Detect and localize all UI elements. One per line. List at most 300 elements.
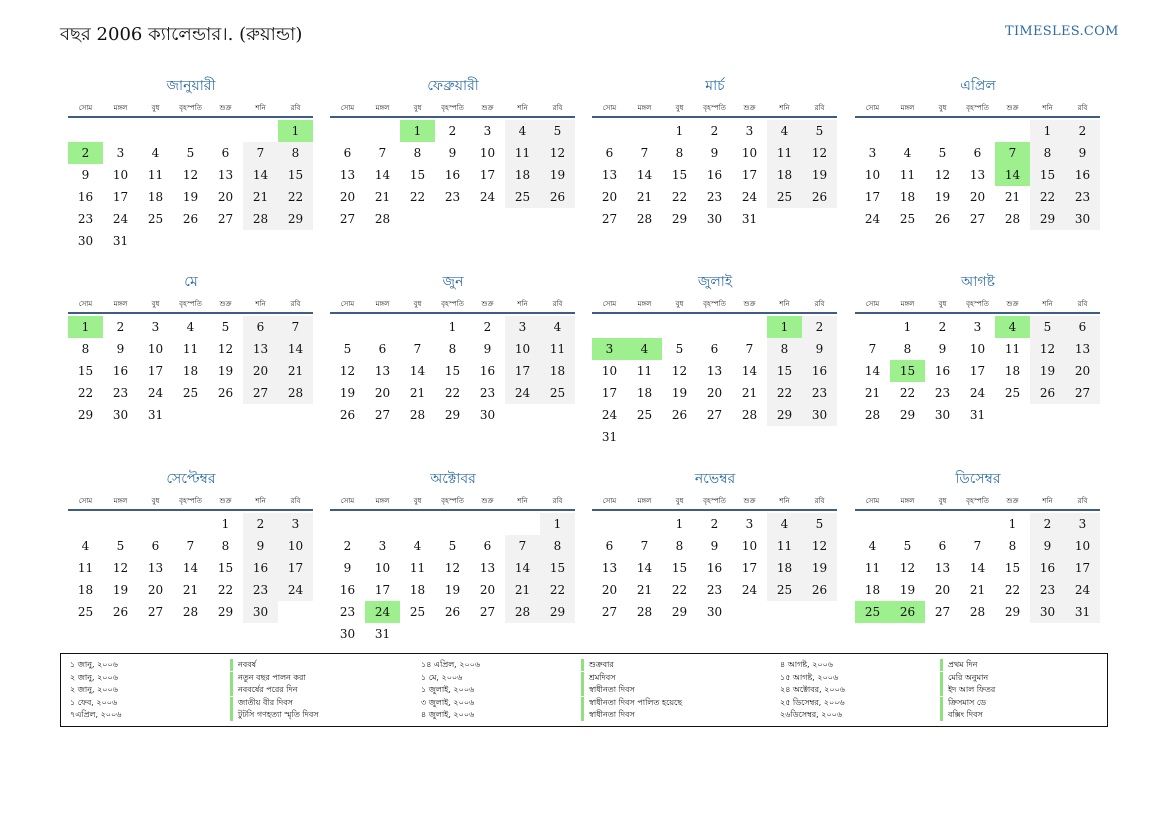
day-cell: 4 xyxy=(151,146,160,160)
weekday-label: বুধ xyxy=(413,104,422,112)
weekday-label: শনি xyxy=(779,300,790,308)
day-cell: 15 xyxy=(444,364,461,378)
day-cell: 1 xyxy=(278,120,313,142)
weekday-label: শনি xyxy=(517,497,528,505)
day-cell: 8 xyxy=(903,342,912,356)
day-cell: 1 xyxy=(675,517,684,531)
day-cell: 27 xyxy=(601,605,618,619)
day-cell: 12 xyxy=(540,142,575,164)
day-cell: 7 xyxy=(378,146,387,160)
month-divider xyxy=(855,116,1100,118)
day-cell: 5 xyxy=(116,539,125,553)
day-cell: 11 xyxy=(540,338,575,360)
day-cell: 20 xyxy=(147,583,164,597)
legend-row xyxy=(421,697,751,709)
month-divider xyxy=(592,509,837,511)
day-cell: 30 xyxy=(934,408,951,422)
day-cell: 21 xyxy=(636,583,653,597)
day-cell: 17 xyxy=(741,561,758,575)
legend-row xyxy=(421,684,751,696)
day-cell: 11 xyxy=(864,561,881,575)
day-cell: 20 xyxy=(706,386,723,400)
day-cell: 7 xyxy=(413,342,422,356)
day-cell: 12 xyxy=(899,561,916,575)
day-cell: 27 xyxy=(374,408,391,422)
month-divider xyxy=(68,116,313,118)
legend-row xyxy=(780,672,1110,684)
day-cell: 31 xyxy=(112,234,129,248)
month-divider xyxy=(855,312,1100,314)
day-cell: 24 xyxy=(278,579,313,601)
day-cell: 7 xyxy=(745,342,754,356)
day-cell: 1 xyxy=(903,320,912,334)
day-cell: 10 xyxy=(147,342,164,356)
day-cell: 25 xyxy=(1004,386,1021,400)
day-cell: 31 xyxy=(601,430,618,444)
day-cell: 14 xyxy=(636,561,653,575)
weekday-label: শনি xyxy=(517,300,528,308)
weekday-label: বৃহস্পতি xyxy=(179,300,202,308)
day-cell: 2 xyxy=(483,320,492,334)
day-cell: 20 xyxy=(243,360,278,382)
day-cell: 18 xyxy=(636,386,653,400)
day-cell: 27 xyxy=(934,605,951,619)
weekday-label: মঙ্গল xyxy=(900,300,915,308)
weekday-label: শনি xyxy=(1042,104,1053,112)
weekday-label: বৃহস্পতি xyxy=(966,300,989,308)
day-cell: 16 xyxy=(444,168,461,182)
day-cell: 21 xyxy=(1004,190,1021,204)
day-cell: 18 xyxy=(899,190,916,204)
day-cell: 20 xyxy=(217,190,234,204)
day-cell: 21 xyxy=(636,190,653,204)
weekday-label: বুধ xyxy=(413,300,422,308)
month-title: ডিসেম্বর xyxy=(955,471,1001,487)
day-cell: 4 xyxy=(413,539,422,553)
day-cell: 4 xyxy=(81,539,90,553)
day-cell: 30 xyxy=(339,627,356,641)
day-cell: 31 xyxy=(741,212,758,226)
weekday-label: বুধ xyxy=(151,497,160,505)
day-cell: 24 xyxy=(741,190,758,204)
day-cell: 12 xyxy=(217,342,234,356)
day-cell: 31 xyxy=(374,627,391,641)
day-cell: 10 xyxy=(864,168,881,182)
weekday-label: বৃহস্পতি xyxy=(703,104,726,112)
day-cell: 14 xyxy=(864,364,881,378)
day-cell: 18 xyxy=(767,557,802,579)
weekday-label: শুক্র xyxy=(219,497,232,505)
day-cell: 2 xyxy=(938,320,947,334)
day-cell: 13 xyxy=(601,561,618,575)
day-cell: 16 xyxy=(112,364,129,378)
day-cell: 24 xyxy=(741,583,758,597)
month-title: জানুয়ারী xyxy=(166,78,216,94)
day-cell: 18 xyxy=(147,190,164,204)
day-cell: 22 xyxy=(217,583,234,597)
day-cell: 24 xyxy=(112,212,129,226)
weekday-label: শুক্র xyxy=(743,300,756,308)
legend-date: ৭এপ্রিল, ২০০৬ xyxy=(70,710,122,720)
day-cell: 12 xyxy=(339,364,356,378)
day-cell: 6 xyxy=(938,539,947,553)
day-cell: 30 xyxy=(243,601,278,623)
legend-date: ১ ফেব, ২০০৬ xyxy=(70,697,118,707)
day-cell: 19 xyxy=(899,583,916,597)
day-cell: 29 xyxy=(1030,208,1065,230)
day-cell: 17 xyxy=(147,364,164,378)
day-cell: 13 xyxy=(1065,338,1100,360)
day-cell: 16 xyxy=(802,360,837,382)
day-cell: 3 xyxy=(745,124,754,138)
weekday-label: সোম xyxy=(865,300,880,308)
day-cell: 23 xyxy=(444,190,461,204)
legend-holiday-name: ইদ আল ফিতর xyxy=(940,684,995,696)
day-cell: 19 xyxy=(802,164,837,186)
day-cell: 15 xyxy=(1004,561,1021,575)
day-cell: 28 xyxy=(864,408,881,422)
day-cell: 25 xyxy=(767,579,802,601)
day-cell: 29 xyxy=(767,404,802,426)
legend-date: ১ জানু, ২০০৬ xyxy=(70,660,118,669)
weekday-label: সোম xyxy=(602,300,617,308)
day-cell: 29 xyxy=(899,408,916,422)
day-cell: 22 xyxy=(278,186,313,208)
day-cell: 28 xyxy=(182,605,199,619)
day-cell: 19 xyxy=(112,583,129,597)
day-cell: 28 xyxy=(505,601,540,623)
weekday-label: সোম xyxy=(78,497,93,505)
day-cell: 3 xyxy=(868,146,877,160)
day-cell: 17 xyxy=(864,190,881,204)
day-cell: 30 xyxy=(112,408,129,422)
day-cell: 15 xyxy=(409,168,426,182)
legend-holiday-name: মেরি অনুমান xyxy=(940,672,988,684)
day-cell: 29 xyxy=(77,408,94,422)
day-cell: 19 xyxy=(444,583,461,597)
day-cell: 5 xyxy=(186,146,195,160)
weekday-label: মঙ্গল xyxy=(900,104,915,112)
day-cell: 12 xyxy=(802,142,837,164)
weekday-label: সোম xyxy=(602,104,617,112)
weekday-label: শনি xyxy=(255,104,266,112)
weekday-label: বৃহস্পতি xyxy=(179,104,202,112)
day-cell: 28 xyxy=(278,382,313,404)
day-cell: 11 xyxy=(636,364,653,378)
day-cell: 6 xyxy=(243,316,278,338)
day-cell: 3 xyxy=(745,517,754,531)
day-cell: 24 xyxy=(969,386,986,400)
legend-row xyxy=(70,684,400,696)
day-cell: 27 xyxy=(969,212,986,226)
weekday-label: শুক্র xyxy=(481,300,494,308)
weekday-label: শনি xyxy=(1042,300,1053,308)
day-cell: 3 xyxy=(278,513,313,535)
day-cell: 23 xyxy=(802,382,837,404)
day-cell: 22 xyxy=(540,579,575,601)
day-cell: 26 xyxy=(112,605,129,619)
day-cell: 6 xyxy=(483,539,492,553)
legend-holiday-name: শুক্রবার xyxy=(581,659,614,671)
day-cell: 13 xyxy=(374,364,391,378)
day-cell: 21 xyxy=(969,583,986,597)
day-cell: 24 xyxy=(864,212,881,226)
day-cell: 5 xyxy=(1030,316,1065,338)
day-cell: 17 xyxy=(969,364,986,378)
legend-row xyxy=(70,697,400,709)
legend-holiday-name: টুটসি গণহত্যা স্মৃতি দিবস xyxy=(230,709,319,721)
weekday-label: সোম xyxy=(340,497,355,505)
day-cell: 4 xyxy=(903,146,912,160)
day-cell: 27 xyxy=(339,212,356,226)
weekday-label: রবি xyxy=(814,497,825,505)
month-title: মে xyxy=(184,274,198,290)
day-cell: 9 xyxy=(116,342,125,356)
day-cell: 23 xyxy=(934,386,951,400)
day-cell: 26 xyxy=(1030,382,1065,404)
day-cell: 29 xyxy=(1004,605,1021,619)
legend-holiday-name: স্বাধীনতা দিবস xyxy=(581,709,635,721)
day-cell: 3 xyxy=(116,146,125,160)
day-cell: 14 xyxy=(995,164,1030,186)
day-cell: 11 xyxy=(182,342,199,356)
day-cell: 24 xyxy=(147,386,164,400)
day-cell: 9 xyxy=(1065,142,1100,164)
day-cell: 10 xyxy=(741,146,758,160)
day-cell: 22 xyxy=(767,382,802,404)
day-cell: 15 xyxy=(767,360,802,382)
day-cell: 27 xyxy=(147,605,164,619)
day-cell: 27 xyxy=(706,408,723,422)
weekday-label: মঙ্গল xyxy=(637,104,652,112)
weekday-label: রবি xyxy=(552,300,563,308)
day-cell: 24 xyxy=(505,382,540,404)
day-cell: 30 xyxy=(706,212,723,226)
day-cell: 15 xyxy=(77,364,94,378)
day-cell: 14 xyxy=(969,561,986,575)
day-cell: 7 xyxy=(640,539,649,553)
month-title: নভেম্বর xyxy=(694,471,736,487)
day-cell: 19 xyxy=(217,364,234,378)
day-cell: 21 xyxy=(374,190,391,204)
day-cell: 22 xyxy=(899,386,916,400)
day-cell: 13 xyxy=(601,168,618,182)
day-cell: 8 xyxy=(413,146,422,160)
day-cell: 30 xyxy=(1030,601,1065,623)
weekday-label: শনি xyxy=(779,104,790,112)
day-cell: 4 xyxy=(767,120,802,142)
weekday-label: মঙ্গল xyxy=(900,497,915,505)
day-cell: 25 xyxy=(855,601,890,623)
day-cell: 16 xyxy=(77,190,94,204)
day-cell: 3 xyxy=(592,338,627,360)
weekday-label: শুক্র xyxy=(743,497,756,505)
day-cell: 15 xyxy=(1030,164,1065,186)
day-cell: 3 xyxy=(1065,513,1100,535)
weekday-label: শুক্র xyxy=(481,104,494,112)
day-cell: 3 xyxy=(378,539,387,553)
legend-row xyxy=(421,709,751,721)
weekday-label: রবি xyxy=(290,104,301,112)
weekday-label: রবি xyxy=(290,497,301,505)
day-cell: 27 xyxy=(601,212,618,226)
day-cell: 16 xyxy=(706,561,723,575)
day-cell: 15 xyxy=(671,168,688,182)
legend-row xyxy=(70,659,400,671)
legend-holiday-name: স্বাধীনতা দিবস পালিত হয়েছে xyxy=(581,697,682,709)
day-cell: 9 xyxy=(1030,535,1065,557)
month-divider xyxy=(330,312,575,314)
day-cell: 29 xyxy=(278,208,313,230)
day-cell: 20 xyxy=(969,190,986,204)
day-cell: 20 xyxy=(479,583,496,597)
weekday-label: রবি xyxy=(552,104,563,112)
day-cell: 27 xyxy=(243,382,278,404)
day-cell: 11 xyxy=(147,168,164,182)
legend-holiday-name: প্রথম দিন xyxy=(940,659,977,671)
day-cell: 23 xyxy=(77,212,94,226)
day-cell: 19 xyxy=(802,557,837,579)
day-cell: 4 xyxy=(627,338,662,360)
weekday-label: মঙ্গল xyxy=(375,497,390,505)
day-cell: 2 xyxy=(343,539,352,553)
weekday-label: মঙ্গল xyxy=(113,497,128,505)
day-cell: 25 xyxy=(767,186,802,208)
month-divider xyxy=(330,509,575,511)
day-cell: 8 xyxy=(221,539,230,553)
day-cell: 19 xyxy=(339,386,356,400)
day-cell: 2 xyxy=(243,513,278,535)
day-cell: 12 xyxy=(444,561,461,575)
day-cell: 28 xyxy=(636,212,653,226)
legend-holiday-name: নববর্ষ xyxy=(230,659,256,671)
day-cell: 3 xyxy=(151,320,160,334)
legend-row xyxy=(780,697,1110,709)
weekday-label: বুধ xyxy=(675,104,684,112)
legend-holiday-name: জাতীয় বীর দিবস xyxy=(230,697,293,709)
day-cell: 17 xyxy=(374,583,391,597)
weekday-label: সোম xyxy=(602,497,617,505)
weekday-label: সোম xyxy=(340,300,355,308)
day-cell: 7 xyxy=(868,342,877,356)
legend-row xyxy=(780,684,1110,696)
brand-link[interactable]: TIMESLES.COM xyxy=(1005,24,1119,39)
day-cell: 1 xyxy=(68,316,103,338)
day-cell: 23 xyxy=(112,386,129,400)
day-cell: 27 xyxy=(479,605,496,619)
legend-date: ১ জুলাই, ২০০৬ xyxy=(421,685,475,695)
day-cell: 5 xyxy=(540,120,575,142)
weekday-label: শুক্র xyxy=(743,104,756,112)
day-cell: 26 xyxy=(802,579,837,601)
day-cell: 10 xyxy=(479,146,496,160)
day-cell: 5 xyxy=(448,539,457,553)
legend-date: ২৪ অক্টোবর, ২০০৬ xyxy=(780,685,845,695)
day-cell: 8 xyxy=(1030,142,1065,164)
day-cell: 3 xyxy=(505,316,540,338)
day-cell: 8 xyxy=(448,342,457,356)
day-cell: 20 xyxy=(601,190,618,204)
day-cell: 13 xyxy=(217,168,234,182)
day-cell: 12 xyxy=(1030,338,1065,360)
day-cell: 24 xyxy=(601,408,618,422)
day-cell: 25 xyxy=(899,212,916,226)
day-cell: 6 xyxy=(378,342,387,356)
legend-row xyxy=(70,672,400,684)
day-cell: 13 xyxy=(243,338,278,360)
day-cell: 17 xyxy=(278,557,313,579)
day-cell: 7 xyxy=(995,142,1030,164)
weekday-label: মঙ্গল xyxy=(375,104,390,112)
day-cell: 26 xyxy=(934,212,951,226)
day-cell: 16 xyxy=(479,364,496,378)
day-cell: 28 xyxy=(409,408,426,422)
day-cell: 10 xyxy=(278,535,313,557)
day-cell: 2 xyxy=(68,142,103,164)
day-cell: 18 xyxy=(540,360,575,382)
day-cell: 11 xyxy=(77,561,94,575)
day-cell: 2 xyxy=(1065,120,1100,142)
day-cell: 19 xyxy=(540,164,575,186)
day-cell: 14 xyxy=(182,561,199,575)
day-cell: 10 xyxy=(969,342,986,356)
day-cell: 6 xyxy=(973,146,982,160)
day-cell: 30 xyxy=(77,234,94,248)
day-cell: 26 xyxy=(671,408,688,422)
day-cell: 25 xyxy=(636,408,653,422)
day-cell: 21 xyxy=(243,186,278,208)
day-cell: 23 xyxy=(706,583,723,597)
day-cell: 4 xyxy=(868,539,877,553)
day-cell: 29 xyxy=(671,212,688,226)
day-cell: 11 xyxy=(1004,342,1021,356)
day-cell: 12 xyxy=(934,168,951,182)
month-divider xyxy=(592,312,837,314)
day-cell: 16 xyxy=(243,557,278,579)
page-title: বছর 2006 ক্যালেন্ডার।. (রুয়ান্ডা) xyxy=(60,24,303,45)
legend-date: ১৫ আগষ্ট, ২০০৬ xyxy=(780,672,839,682)
day-cell: 30 xyxy=(706,605,723,619)
weekday-label: মঙ্গল xyxy=(113,300,128,308)
day-cell: 30 xyxy=(479,408,496,422)
weekday-label: মঙ্গল xyxy=(113,104,128,112)
day-cell: 18 xyxy=(864,583,881,597)
weekday-label: বুধ xyxy=(413,497,422,505)
legend-holiday-name: নববর্ষের পরের দিন xyxy=(230,684,298,696)
weekday-label: রবি xyxy=(1077,300,1088,308)
legend-holiday-name: শ্রমদিবস xyxy=(581,672,616,684)
month-divider xyxy=(592,116,837,118)
day-cell: 24 xyxy=(1065,579,1100,601)
day-cell: 22 xyxy=(77,386,94,400)
day-cell: 12 xyxy=(671,364,688,378)
day-cell: 25 xyxy=(77,605,94,619)
day-cell: 16 xyxy=(339,583,356,597)
month-divider xyxy=(68,312,313,314)
legend-date: ৩ জুলাই, ২০০৬ xyxy=(421,697,475,707)
weekday-label: বৃহস্পতি xyxy=(441,104,464,112)
day-cell: 23 xyxy=(1030,579,1065,601)
weekday-label: শুক্র xyxy=(1006,104,1019,112)
day-cell: 8 xyxy=(675,539,684,553)
day-cell: 15 xyxy=(671,561,688,575)
month-title: ফেব্রুয়ারী xyxy=(427,78,479,94)
legend-row xyxy=(421,659,751,671)
legend-date: ৪ আগষ্ট, ২০০৬ xyxy=(780,660,833,669)
weekday-label: বুধ xyxy=(151,104,160,112)
day-cell: 28 xyxy=(741,408,758,422)
legend-holiday-name: বক্সিং দিবস xyxy=(940,709,983,721)
